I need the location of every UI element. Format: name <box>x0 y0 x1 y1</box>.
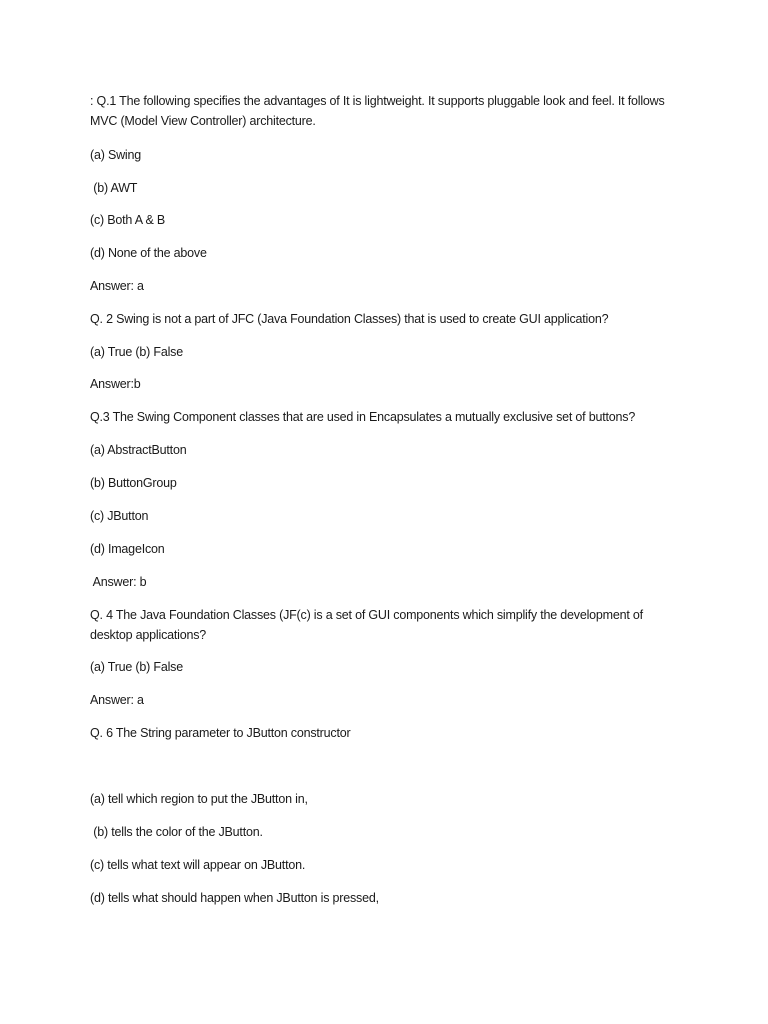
question-3-text: Q.3 The Swing Component classes that are used in Encapsulates a mutually exclusive set of buttons? <box>90 410 636 424</box>
q3-option-a: (a) AbstractButton <box>90 443 187 457</box>
q3-option-d: (d) ImageIcon <box>90 542 165 556</box>
q4-answer: Answer: a <box>90 693 144 707</box>
q3-answer: Answer: b <box>90 575 147 589</box>
q3-option-b: (b) ButtonGroup <box>90 476 177 490</box>
q1-option-d: (d) None of the above <box>90 246 207 260</box>
q1-option-c: (c) Both A & B <box>90 213 166 227</box>
q3-option-c: (c) JButton <box>90 509 149 523</box>
q2-options: (a) True (b) False <box>90 345 183 359</box>
q4-options: (a) True (b) False <box>90 660 183 674</box>
question-1-text: : Q.1 The following specifies the advantages of It is lightweight. It supports pluggable look and feel. It follows MVC (Model View Controller) architecture. <box>90 94 665 128</box>
q1-option-a: (a) Swing <box>90 148 141 162</box>
question-2-text: Q. 2 Swing is not a part of JFC (Java Foundation Classes) that is used to create GUI application? <box>90 312 609 326</box>
q1-option-b: (b) AWT <box>90 181 138 195</box>
q6-option-b: (b) tells the color of the JButton. <box>90 825 263 839</box>
q6-option-d: (d) tells what should happen when JButton is pressed, <box>90 891 379 905</box>
q1-answer: Answer: a <box>90 279 144 293</box>
question-4-text: Q. 4 The Java Foundation Classes (JF(c) is a set of GUI components which simplify the development of desktop applications? <box>90 608 643 642</box>
q6-option-c: (c) tells what text will appear on JButton. <box>90 858 306 872</box>
question-6-text: Q. 6 The String parameter to JButton constructor <box>90 726 351 740</box>
q2-answer: Answer:b <box>90 377 141 391</box>
q6-option-a: (a) tell which region to put the JButton in, <box>90 792 308 806</box>
